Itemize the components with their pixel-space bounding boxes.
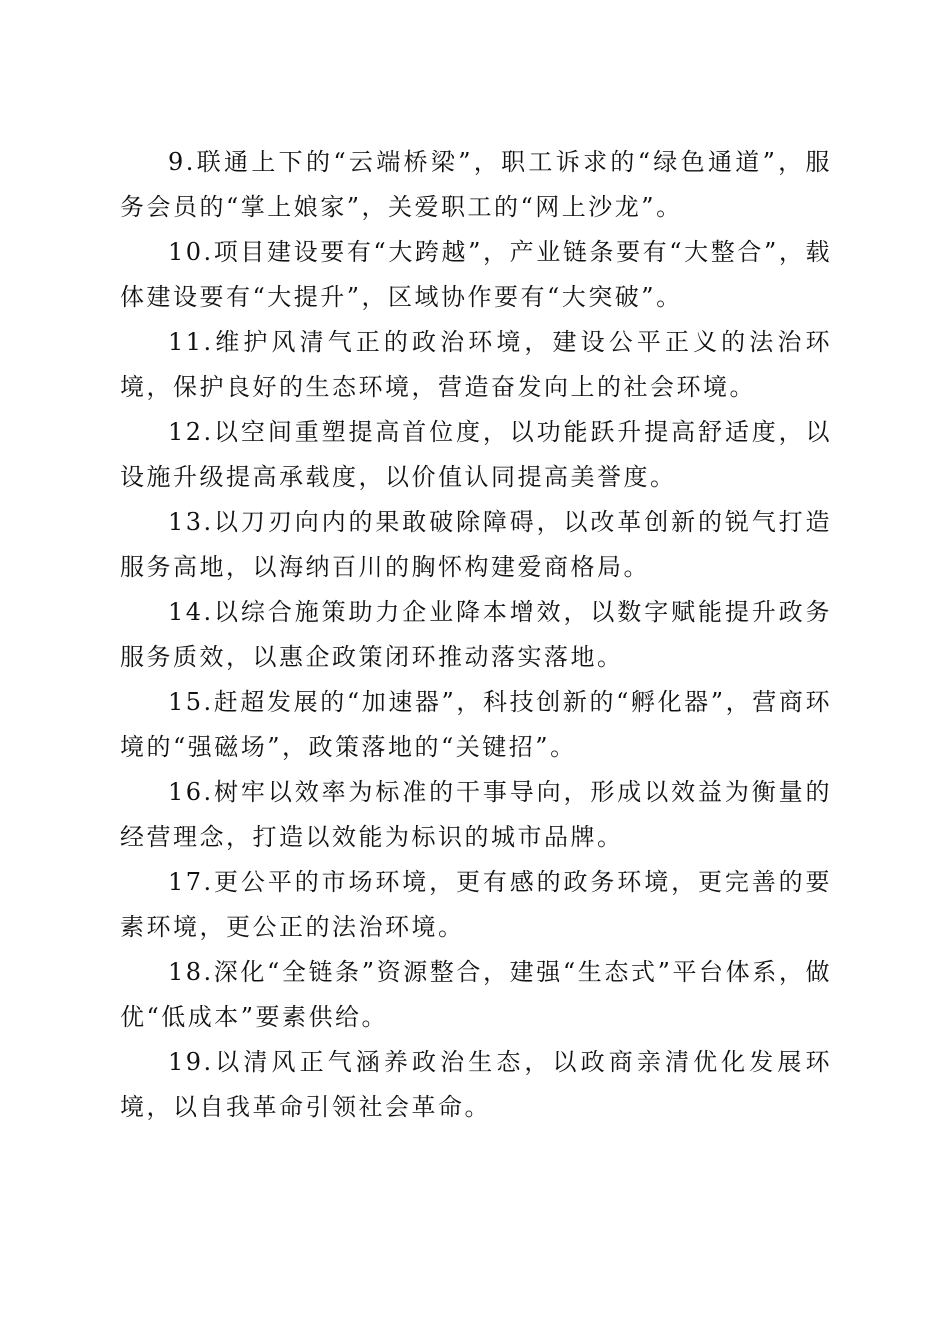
paragraph-12: 12.以空间重塑提高首位度，以功能跃升提高舒适度，以设施升级提高承载度，以价值认同提高美誉度。 bbox=[120, 418, 832, 491]
paragraph-17: 17.更公平的市场环境，更有感的政务环境，更完善的要素环境，更公正的法治环境。 bbox=[120, 868, 832, 941]
document-body bbox=[120, 140, 832, 1130]
paragraph-9: 9.联通上下的“云端桥梁”，职工诉求的“绿色通道”，服务会员的“掌上娘家”，关爱职工的“网上沙龙”。 bbox=[120, 148, 832, 221]
paragraph-13: 13.以刀刃向内的果敢破除障碍，以改革创新的锐气打造服务高地，以海纳百川的胸怀构建爱商格局。 bbox=[120, 508, 832, 581]
paragraph-10: 10.项目建设要有“大跨越”，产业链条要有“大整合”，载体建设要有“大提升”，区域协作要有“大突破”。 bbox=[120, 238, 832, 311]
paragraph-16: 16.树牢以效率为标准的干事导向，形成以效益为衡量的经营理念，打造以效能为标识的城市品牌。 bbox=[120, 778, 832, 851]
paragraph-18: 18.深化“全链条”资源整合，建强“生态式”平台体系，做优“低成本”要素供给。 bbox=[120, 958, 832, 1031]
paragraph-14: 14.以综合施策助力企业降本增效，以数字赋能提升政务服务质效，以惠企政策闭环推动落实落地。 bbox=[120, 598, 832, 671]
paragraph-19: 19.以清风正气涵养政治生态，以政商亲清优化发展环境，以自我革命引领社会革命。 bbox=[120, 1048, 832, 1121]
paragraph-11: 11.维护风清气正的政治环境，建设公平正义的法治环境，保护良好的生态环境，营造奋发向上的社会环境。 bbox=[120, 328, 832, 401]
paragraph-15: 15.赶超发展的“加速器”，科技创新的“孵化器”，营商环境的“强磁场”，政策落地的“关键招”。 bbox=[120, 688, 832, 761]
